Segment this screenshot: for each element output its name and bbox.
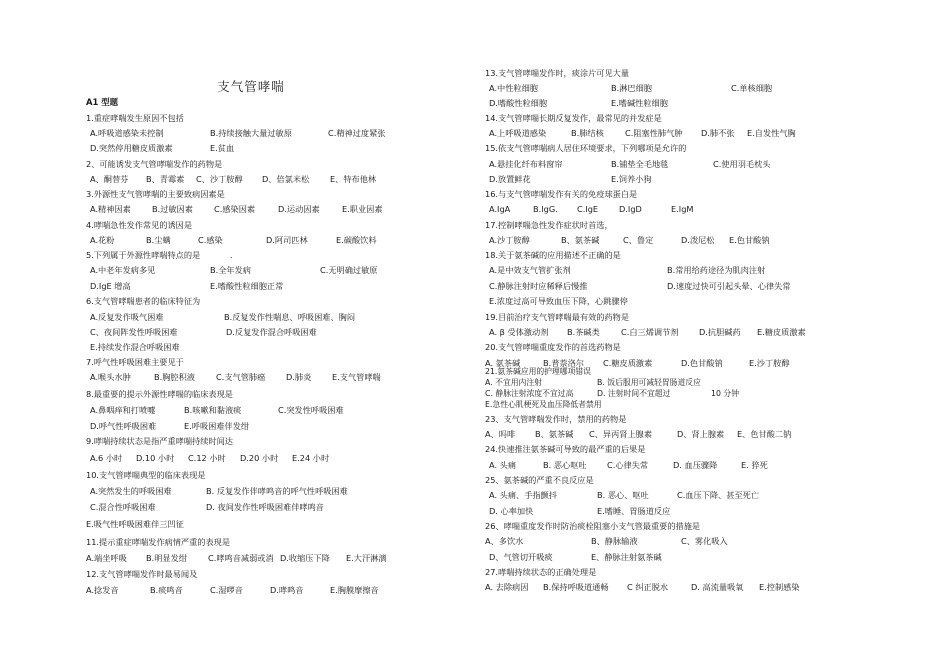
answer-option: D.阿司匹林	[266, 235, 308, 245]
answer-option: 5.下列属于外源性哮喘特点的是	[86, 250, 201, 260]
answer-option: A.鼻咽痒和打喷嚏	[90, 405, 156, 415]
line-text: 23、支气管哮喘发作时，禁用的药物是	[485, 414, 627, 424]
answer-option: A. 头痛、手指颤抖	[489, 490, 557, 500]
answer-option: C.感染	[198, 235, 223, 245]
answer-option: B.反复发作性喘息、呼吸困难、胸闷	[224, 312, 356, 322]
answer-option: B.常用给药途径为肌肉注射	[667, 265, 766, 275]
answer-option: B.IgG.	[533, 204, 558, 214]
answer-option: C、鲁定	[623, 235, 654, 245]
answer-option: C.单核细胞	[731, 83, 773, 93]
answer-option: E.饲养小狗	[611, 174, 652, 184]
line-text: E.吸气性呼吸困难伴三凹征	[86, 519, 184, 529]
answer-option: C.使用羽毛枕头	[713, 159, 771, 169]
answer-option: A.精神因素	[90, 204, 131, 214]
answer-option: A.中性粒细胞	[489, 83, 538, 93]
answer-option: E.自发性气胸	[747, 128, 796, 138]
answer-option: C.突发性呼吸困难	[278, 405, 344, 415]
answer-option: C.混合性呼吸困难	[90, 502, 156, 512]
answer-option: B.淋巴细胞	[611, 83, 652, 93]
answer-option: D.反复发作混合呼吸困难	[226, 327, 317, 337]
line-text: E.急性心肌梗死及血压降低者禁用	[485, 400, 602, 409]
answer-option: C.湿啰音	[210, 585, 243, 595]
line-text: 3.外源性支气管哮喘的主要致病因素是	[86, 189, 225, 199]
answer-option: B.铺垫全毛地毯	[611, 159, 669, 169]
answer-option: B.咳嗽和黏液痰	[184, 405, 242, 415]
line-text: 18.关于氨茶碱的应用描述不正确的是	[485, 250, 621, 260]
answer-option: 10 分钟	[711, 389, 739, 398]
answer-option: C 纠正脱水	[627, 582, 669, 592]
line-text: 20.支气管哮喘重度发作的首选药物是	[485, 342, 621, 352]
answer-option: D. 心率加快	[489, 506, 534, 516]
line-text: 7.呼气性呼吸困难主要见于	[86, 357, 184, 367]
line-text: 25、氨茶碱的严重不良反应是	[485, 475, 594, 485]
answer-option: C、沙丁胺醇	[196, 174, 243, 184]
answer-option: B、静脉输液	[591, 536, 638, 546]
answer-option: E.IgM	[671, 204, 694, 214]
answer-option: B、氨茶碱	[535, 429, 574, 439]
answer-option: C、夜间阵发性呼吸困难	[90, 327, 178, 337]
answer-option: A.上呼吸道感染	[489, 128, 547, 138]
answer-option: A、吗啡	[485, 429, 516, 439]
answer-option: C、异丙肾上腺素	[589, 429, 653, 439]
answer-option: B、青霉素	[146, 174, 185, 184]
answer-option: D.收缩压下降	[280, 553, 330, 563]
answer-option: A.喉头水肿	[90, 372, 131, 382]
answer-option: C.IgE	[577, 204, 599, 214]
line-text: 6.支气管哮喘患者的临床特征为	[86, 296, 201, 306]
answer-option: E.大汗淋漓	[346, 553, 387, 563]
answer-option: C.静脉注射时应稀释后慢推	[489, 281, 588, 291]
answer-option: E、色甘酸二钠	[737, 429, 792, 439]
answer-option: E.呼吸困难伴发绀	[184, 421, 250, 431]
answer-option: D.色甘酸钠	[681, 358, 723, 368]
answer-option: B.明显发绀	[146, 553, 187, 563]
answer-option: A.悬挂化纤布料窗帘	[489, 159, 563, 169]
answer-option: A.6 小时	[90, 453, 123, 463]
answer-option: B.持续接触大量过敏原	[210, 128, 292, 138]
answer-option: A.突然发生的呼吸困难	[90, 486, 172, 496]
answer-option: C.糖皮质激素	[603, 358, 653, 368]
answer-option: A. β 受体激动剂	[489, 327, 549, 337]
answer-option: A.花粉	[90, 235, 115, 245]
answer-option: A.捻发音	[86, 585, 119, 595]
line-text: 12.支气管哮喘发作时最易闻及	[86, 569, 198, 579]
answer-option: C.无明确过敏原	[320, 265, 378, 275]
answer-option: D.肺不张	[701, 128, 735, 138]
answer-option: D.抗胆碱药	[699, 327, 741, 337]
answer-option: D.嗜酸性粒细胞	[489, 98, 548, 108]
answer-option: .	[230, 250, 233, 260]
answer-option: E.嗜睡、胃肠道反应	[597, 506, 671, 516]
line-text: E.持续发作混合呼吸困难	[90, 342, 180, 352]
line-text: 24.快速推注氨茶碱可导致的最严重的后果是	[485, 444, 646, 454]
answer-option: B. 反复发作伴哮鸣音的呼气性呼吸困难	[206, 486, 348, 496]
line-text: 16.与支气管哮喘发作有关的免疫球蛋白是	[485, 189, 638, 199]
line-text: 8.最重要的提示外源性哮喘的临床表现是	[86, 389, 233, 399]
line-text: 15.依支气管哮喘病人居住环境要求，下列哪项是允许的	[485, 143, 687, 153]
answer-option: D.IgE 增高	[90, 281, 131, 291]
answer-option: C.阻塞性肺气肿	[625, 128, 683, 138]
answer-option: D.呼气性呼吸困难	[90, 421, 157, 431]
line-text: 2、可能诱发支气管哮喘发作的药物是	[86, 159, 223, 169]
answer-option: A.IgA	[489, 204, 511, 214]
answer-option: D、倍氯米松	[262, 174, 310, 184]
answer-option: E. 猝死	[741, 460, 768, 470]
page-title: 支气管哮喘	[217, 79, 285, 94]
answer-option: C.白三烯调节剂	[621, 327, 679, 337]
line-text: 26、哮喘重度发作时防治痰栓阻塞小支气管最重要的措施是	[485, 521, 701, 531]
line-text: 9.哮喘持续状态是指严重哮喘持续时间达	[86, 436, 233, 446]
answer-option: D.泼尼松	[681, 235, 715, 245]
answer-option: D、肾上腺素	[677, 429, 725, 439]
answer-option: A. 去除病因	[485, 582, 529, 592]
answer-option: D.运动因素	[278, 204, 320, 214]
line-text: 13.支气管哮喘发作时，痰涂片可见大量	[485, 68, 630, 78]
answer-option: C.血压下降、甚至死亡	[677, 490, 760, 500]
answer-option: A. 不宜用内注射	[485, 378, 542, 387]
answer-option: E.24 小时	[292, 453, 330, 463]
answer-option: E.职业因素	[342, 204, 383, 214]
answer-option: E.贫血	[210, 143, 235, 153]
answer-option: A.中老年发病多见	[90, 265, 156, 275]
answer-option: E、静脉注射氨茶碱	[591, 552, 662, 562]
answer-option: E.碳酸饮料	[336, 235, 377, 245]
line-text: E.浓度过高可导致血压下降，心跳骤停	[489, 296, 628, 306]
answer-option: B. 恶心呕吐	[543, 460, 587, 470]
answer-option: B.尘螨	[146, 235, 171, 245]
answer-option: A. 头痛	[489, 460, 517, 470]
answer-option: B.肺结核	[571, 128, 604, 138]
answer-option: E.糖皮质激素	[757, 327, 806, 337]
answer-option: B.痰鸣音	[150, 585, 183, 595]
answer-option: B. 恶心、呕吐	[597, 490, 649, 500]
answer-option: E.沙丁胺醇	[749, 358, 790, 368]
answer-option: D.10 小时	[136, 453, 175, 463]
answer-option: D. 血压骤降	[673, 460, 718, 470]
answer-option: E.支气管哮喘	[332, 372, 381, 382]
answer-option: D.IgD	[619, 204, 642, 214]
answer-option: C、雾化吸入	[681, 536, 728, 546]
answer-option: C.精神过度紧张	[328, 128, 386, 138]
answer-option: B.茶碱类	[567, 327, 600, 337]
answer-option: A、酮替芬	[90, 174, 129, 184]
answer-option: B、氨茶碱	[561, 235, 600, 245]
answer-option: E.胸膜摩擦音	[330, 585, 379, 595]
answer-option: D.突然停用糖皮质激素	[90, 143, 173, 153]
answer-option: A.反复发作吸气困难	[90, 312, 164, 322]
line-text: 19.目前治疗支气管哮喘最有效的药物是	[485, 312, 630, 322]
line-text: 11.提示重症哮喘发作病情严重的表现是	[86, 537, 231, 547]
line-text: A1 型题	[86, 97, 118, 107]
answer-option: D.放置鲜花	[489, 174, 531, 184]
answer-option: E.嗜酸性粒细胞正常	[210, 281, 284, 291]
answer-option: D.肺炎	[286, 372, 312, 382]
answer-option: E.嗜碱性粒细胞	[611, 98, 668, 108]
answer-option: D.哮鸣音	[270, 585, 304, 595]
answer-option: C.心律失常	[607, 460, 649, 470]
answer-option: C.哮鸣音减弱或消	[208, 553, 274, 563]
answer-option: D.速度过快可引起头晕、心律失常	[667, 281, 791, 291]
answer-option: D. 注射时间不宜超过	[597, 389, 671, 398]
answer-option: C. 静脉注射浓度不宜过高	[485, 389, 574, 398]
answer-option: B.全年发病	[210, 265, 251, 275]
answer-option: D. 夜间发作性呼吸困难伴哮鸣音	[206, 502, 324, 512]
answer-option: E.控制感染	[759, 582, 800, 592]
answer-option: B. 饭后服用可减轻胃肠道反应	[597, 378, 701, 387]
answer-option: B.保持呼吸道通畅	[543, 582, 609, 592]
answer-option: C.支气管肺癌	[216, 372, 266, 382]
answer-option: A.是中效支气管扩张剂	[489, 265, 571, 275]
answer-option: B.过敏因素	[152, 204, 193, 214]
answer-option: C.感染因素	[214, 204, 256, 214]
answer-option: B.普萘洛尔	[543, 358, 584, 368]
answer-option: A.端坐呼吸	[86, 553, 127, 563]
line-text: 27.哮喘持续状态的正确处理是	[485, 567, 597, 577]
answer-option: A.呼吸道感染未控制	[90, 128, 164, 138]
line-text: 21.氨茶碱应用的护理哪项错误	[485, 367, 591, 376]
answer-option: A、多饮水	[485, 536, 524, 546]
answer-option: D.20 小时	[240, 453, 279, 463]
answer-option: B.胸腔积液	[154, 372, 195, 382]
line-text: 10.支气管哮喘典型的临床表现是	[86, 470, 206, 480]
answer-option: D. 高流量吸氧	[691, 582, 744, 592]
answer-option: E、特布他林	[330, 174, 377, 184]
answer-option: E.色甘酸钠	[729, 235, 770, 245]
line-text: 4.哮喘急性发作常见的诱因是	[86, 220, 193, 230]
line-text: 14.支气管哮喘长期反复发作，最常见的并发症是	[485, 113, 662, 123]
answer-option: C.12 小时	[188, 453, 226, 463]
line-text: 1.重症哮喘发生原因不包括	[86, 113, 184, 123]
answer-option: A.沙丁胺醇	[489, 235, 530, 245]
line-text: 17.控制哮喘急性发作症状时首选，	[485, 220, 613, 230]
answer-option: A. 氨茶碱	[485, 358, 521, 368]
answer-option: D、气管切开吸痰	[489, 552, 553, 562]
